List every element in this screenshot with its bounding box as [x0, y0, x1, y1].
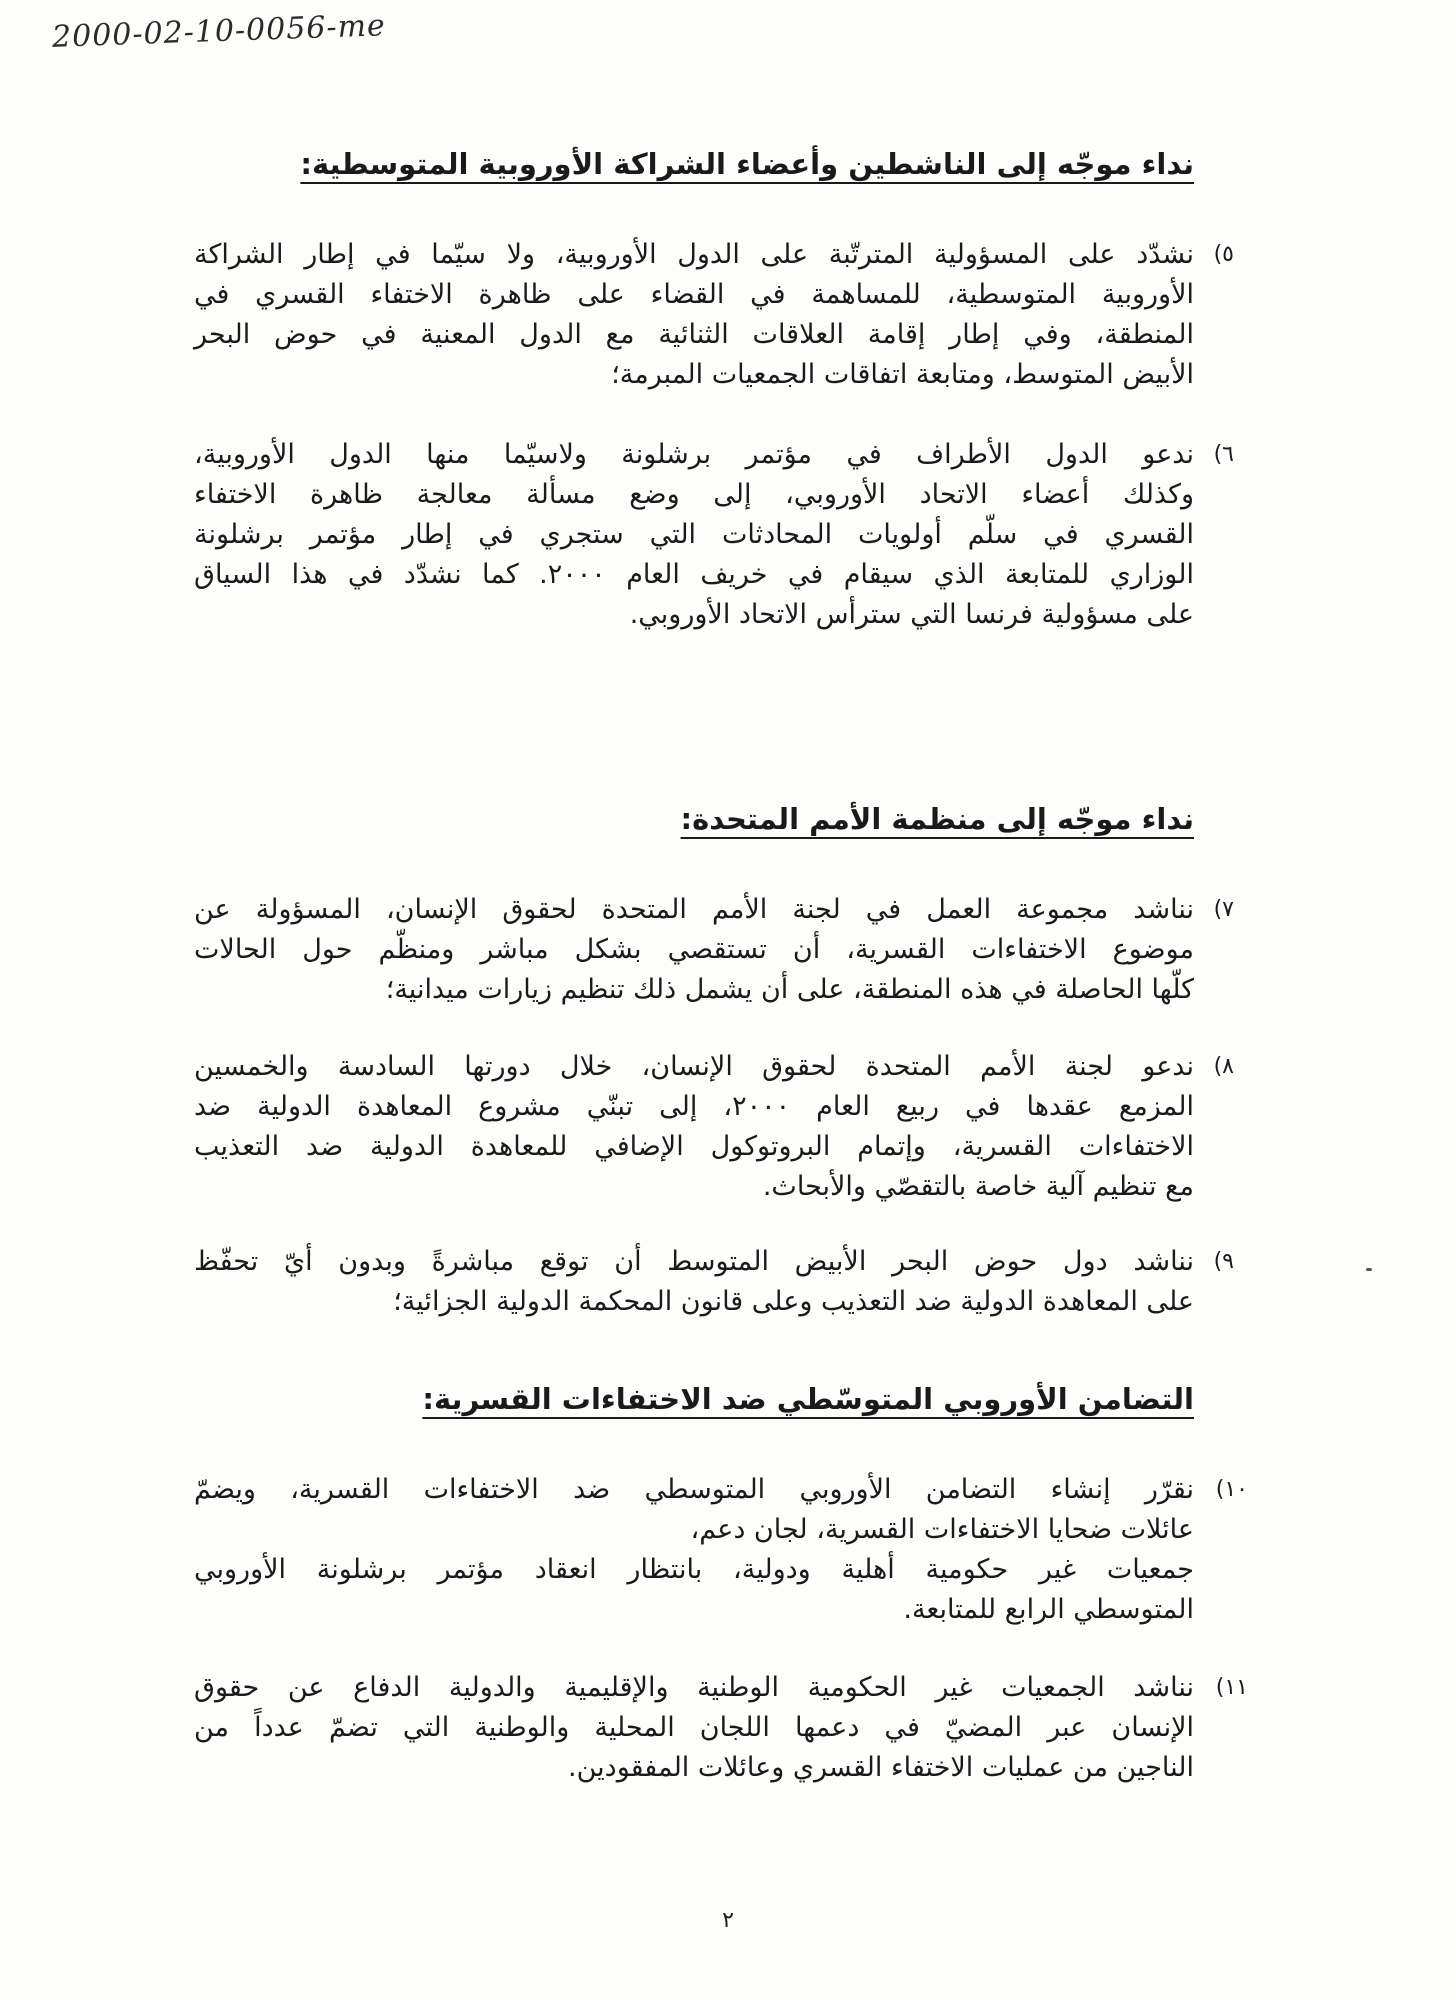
item-text	[194, 1470, 1194, 1630]
page-number: ٢	[722, 1908, 734, 1933]
text-line: ندعو الدول الأطراف في مؤتمر برشلونة ولاسيّما منها الدول الأوروبية،	[194, 439, 1194, 470]
text-line: الناجين من عمليات الاختفاء القسري وعائلات المفقودين.	[568, 1752, 1194, 1783]
item-text	[194, 1242, 1194, 1322]
list-item	[194, 1242, 1234, 1322]
item-text	[194, 235, 1194, 395]
item-text	[194, 435, 1194, 635]
item-number: ٩)	[1213, 1249, 1234, 1274]
item-number: ١١)	[1215, 1675, 1248, 1700]
text-line: الأوروبية المتوسطية، للمساهمة في القضاء على ظاهرة الاختفاء القسري في	[194, 279, 1194, 310]
text-line: على مسؤولية فرنسا التي سترأس الاتحاد الأوروبي.	[629, 599, 1194, 630]
text-line: القسري في سلّم أولويات المحادثات التي ستجري في إطار مؤتمر برشلونة	[194, 519, 1194, 550]
text-line: وكذلك أعضاء الاتحاد الأوروبي، إلى وضع مسألة معالجة ظاهرة الاختفاء	[194, 479, 1194, 510]
list-item	[194, 1470, 1248, 1630]
text-line: نقرّر إنشاء التضامن الأوروبي المتوسطي ضد الاختفاءات القسرية، ويضمّ	[194, 1474, 1194, 1505]
text-line: نناشد دول حوض البحر الأبيض المتوسط أن توقع مباشرةً وبدون أيّ تحفّظ	[194, 1246, 1194, 1277]
text-line: على المعاهدة الدولية ضد التعذيب وعلى قانون المحكمة الدولية الجزائية؛	[393, 1286, 1194, 1317]
text-line: ندعو لجنة الأمم المتحدة لحقوق الإنسان، خلال دورتها السادسة والخمسين	[194, 1051, 1194, 1082]
item-number: ٨)	[1213, 1054, 1234, 1079]
text-line: المتوسطي الرابع للمتابعة.	[903, 1594, 1194, 1625]
scan-speck	[1366, 1268, 1372, 1271]
text-line: المنطقة، وفي إطار إقامة العلاقات الثنائية مع الدول المعنية في حوض البحر	[194, 319, 1194, 350]
item-number: ١٠)	[1215, 1477, 1248, 1502]
text-line: جمعيات غير حكومية أهلية ودولية، بانتظار انعقاد مؤتمر برشلونة الأوروبي	[194, 1554, 1194, 1585]
text-line: الاختفاءات القسرية، وإتمام البروتوكول الإضافي للمعاهدة الدولية ضد التعذيب	[194, 1131, 1194, 1162]
text-line: الإنسان عبر المضيّ في دعمها اللجان المحلية والوطنية التي تضمّ عدداً من	[194, 1712, 1194, 1743]
text-line: مع تنظيم آلية خاصة بالتقصّي والأبحاث.	[762, 1171, 1194, 1202]
section-heading-euromed-solidarity: التضامن الأوروبي المتوسّطي ضد الاختفاءات القسرية:	[422, 1382, 1194, 1416]
list-item	[194, 235, 1234, 395]
list-item	[194, 435, 1234, 635]
list-item	[194, 890, 1234, 1010]
text-line: الأبيض المتوسط، ومتابعة اتفاقات الجمعيات المبرمة؛	[611, 359, 1194, 390]
text-line: نناشد مجموعة العمل في لجنة الأمم المتحدة لحقوق الإنسان، المسؤولة عن	[194, 894, 1194, 925]
list-item	[194, 1668, 1248, 1788]
section-heading-united-nations: نداء موجّه إلى منظمة الأمم المتحدة:	[680, 802, 1194, 836]
item-number: ٧)	[1213, 897, 1234, 922]
text-line: المزمع عقدها في ربيع العام ٢٠٠٠، إلى تبنّي مشروع المعاهدة الدولية ضد	[194, 1091, 1194, 1122]
text-line: نناشد الجمعيات غير الحكومية الوطنية والإقليمية والدولية الدفاع عن حقوق	[194, 1672, 1194, 1703]
item-number: ٥)	[1213, 242, 1234, 267]
text-line: الوزاري للمتابعة الذي سيقام في خريف العام ٢٠٠٠. كما نشدّد في هذا السياق	[194, 559, 1194, 590]
list-item	[194, 1047, 1234, 1207]
item-text	[194, 1668, 1194, 1788]
archive-stamp: 2000-02-10-0056-me	[51, 8, 387, 55]
text-line: موضوع الاختفاءات القسرية، أن تستقصي بشكل مباشر ومنظّم حول الحالات	[194, 934, 1194, 965]
item-number: ٦)	[1213, 442, 1234, 467]
section-heading-euromed-partnership: نداء موجّه إلى الناشطين وأعضاء الشراكة الأوروبية المتوسطية:	[300, 147, 1194, 181]
text-line: عائلات ضحايا الاختفاءات القسرية، لجان دعم،	[690, 1514, 1194, 1545]
text-line: كلّها الحاصلة في هذه المنطقة، على أن يشمل ذلك تنظيم زيارات ميدانية؛	[385, 974, 1194, 1005]
item-text	[194, 890, 1194, 1010]
item-text	[194, 1047, 1194, 1207]
text-line: نشدّد على المسؤولية المترتّبة على الدول الأوروبية، ولا سيّما في إطار الشراكة	[194, 239, 1194, 270]
